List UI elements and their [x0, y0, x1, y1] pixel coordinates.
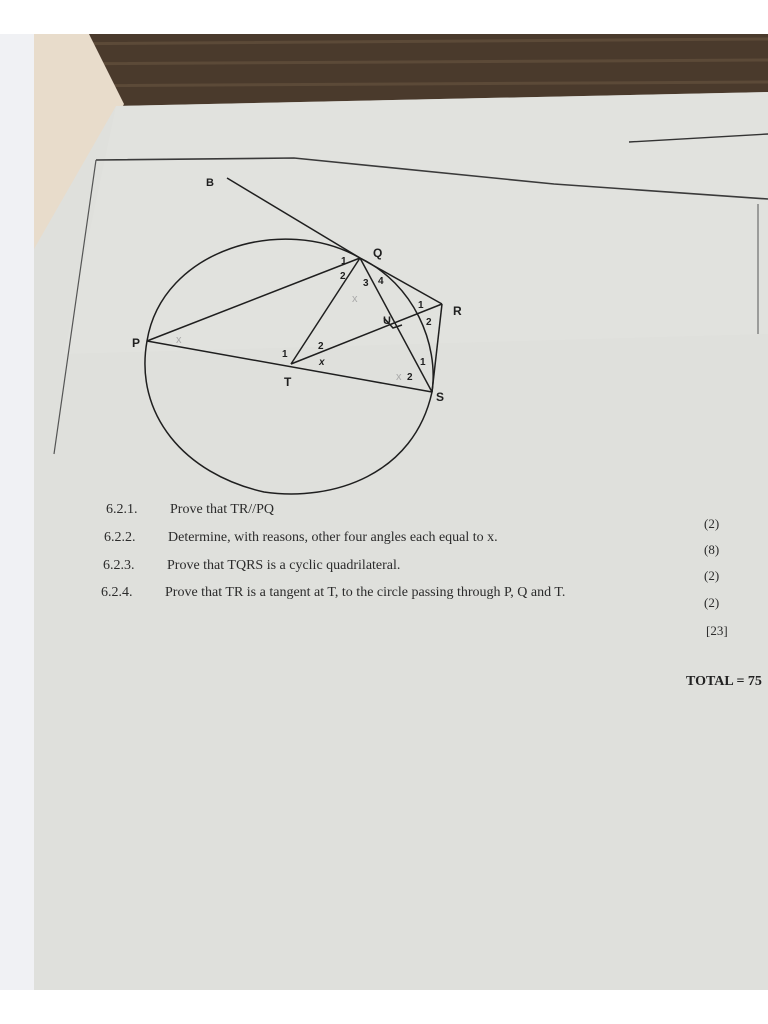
- point-p-label: P: [132, 336, 141, 350]
- point-b-label: B: [206, 177, 214, 189]
- point-t-label: T: [284, 375, 292, 389]
- angle-q4-label: 4: [378, 276, 384, 287]
- total-marks: TOTAL = 75: [686, 674, 762, 689]
- mark-6-2-2: (8): [704, 542, 720, 557]
- angle-t2-label: 2: [318, 341, 324, 352]
- angle-r1-label: 1: [418, 300, 424, 311]
- point-r-label: R: [453, 304, 462, 318]
- angle-s1-label: 1: [420, 357, 426, 368]
- angle-s2-label: 2: [407, 372, 413, 383]
- mark-6-2-1: (2): [704, 516, 720, 531]
- mark-total-question: [23]: [706, 623, 728, 638]
- angle-q1-label: 1: [341, 256, 347, 267]
- point-u-label: U: [383, 315, 391, 327]
- exam-paper-photo: [34, 34, 768, 990]
- left-margin: [0, 34, 34, 990]
- angle-t1-label: 1: [282, 349, 288, 360]
- point-q-label: Q: [373, 246, 383, 260]
- question-text: Determine, with reasons, other four angles each equal to x.: [168, 530, 498, 545]
- angle-r2-label: 2: [426, 317, 432, 328]
- mark-6-2-3: (2): [704, 568, 720, 583]
- mark-6-2-4: (2): [704, 595, 720, 610]
- pencil-mark: x: [352, 293, 358, 305]
- point-s-label: S: [436, 390, 445, 404]
- pencil-mark: x: [396, 371, 402, 383]
- question-text: Prove that TQRS is a cyclic quadrilateral.: [167, 558, 401, 573]
- question-text: Prove that TR//PQ: [170, 502, 274, 517]
- angle-q3-label: 3: [363, 278, 369, 289]
- pencil-mark: x: [176, 334, 182, 346]
- bottom-margin: [0, 990, 768, 1024]
- top-margin: [0, 0, 768, 34]
- question-number: 6.2.2.: [104, 530, 136, 545]
- angle-x-label: x: [319, 357, 325, 368]
- question-text: Prove that TR is a tangent at T, to the circle passing through P, Q and T.: [165, 585, 566, 600]
- question-number: 6.2.4.: [101, 585, 133, 600]
- paper-scene: [34, 34, 768, 990]
- question-number: 6.2.3.: [103, 558, 135, 573]
- question-number: 6.2.1.: [106, 502, 138, 517]
- angle-q2-label: 2: [340, 271, 346, 282]
